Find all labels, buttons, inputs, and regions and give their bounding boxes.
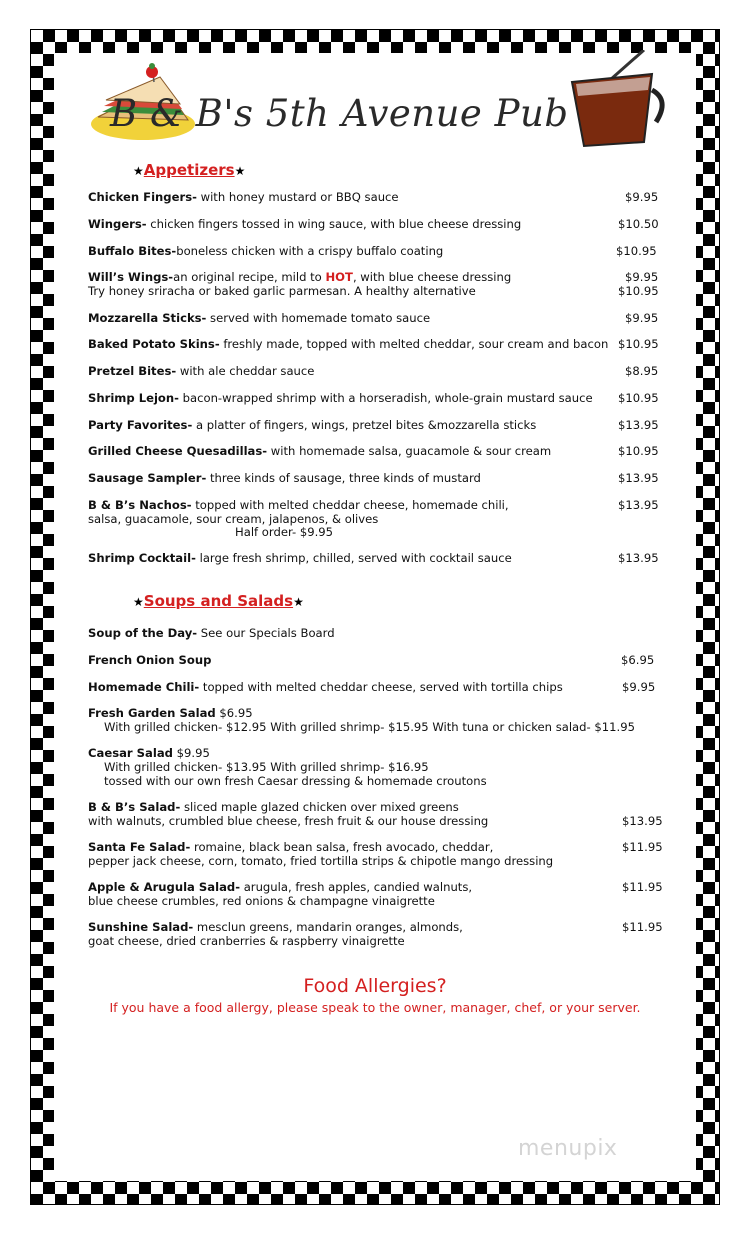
menu-item: Mozzarella Sticks- served with homemade tomato sauce [88, 311, 431, 325]
menu-item-line: Try honey sriracha or baked garlic parmesan. A healthy alternative [88, 284, 476, 298]
item-price: $13.95 [618, 498, 659, 512]
soups-salads-heading: ★Soups and Salads★ [133, 592, 304, 610]
item-price: $13.95 [622, 814, 663, 828]
menu-item: Shrimp Lejon- bacon-wrapped shrimp with a horseradish, whole-grain mustard sauce [88, 391, 593, 405]
menu-item-line: blue cheese crumbles, red onions & champagne vinaigrette [88, 894, 435, 908]
menu-item-line: with walnuts, crumbled blue cheese, fresh fruit & our house dressing [88, 814, 489, 828]
menu-item-line: salsa, guacamole, sour cream, jalapenos, & olives [88, 512, 379, 526]
menu-item: Party Favorites- a platter of fingers, wings, pretzel bites &mozzarella sticks [88, 418, 537, 432]
menu-item: Sunshine Salad- mesclun greens, mandarin oranges, almonds, [88, 920, 463, 934]
star-icon: ★ [133, 595, 144, 609]
menu-item: Soup of the Day- See our Specials Board [88, 626, 335, 640]
item-price: $13.95 [618, 551, 659, 565]
menu-item-line: Half order- $9.95 [235, 525, 334, 539]
item-price: $11.95 [622, 880, 663, 894]
item-price: $6.95 [621, 653, 655, 667]
menu-item: Homemade Chili- topped with melted cheddar cheese, served with tortilla chips [88, 680, 563, 694]
menu-item-line: tossed with our own fresh Caesar dressing & homemade croutons [104, 774, 487, 788]
menu-item: Sausage Sampler- three kinds of sausage, three kinds of mustard [88, 471, 481, 485]
menu-item-line: With grilled chicken- $13.95 With grilled shrimp- $16.95 [104, 760, 429, 774]
menu-item: Buffalo Bites-boneless chicken with a crispy buffalo coating [88, 244, 444, 258]
item-price: $9.95 [625, 190, 659, 204]
menu-item: Baked Potato Skins- freshly made, topped with melted cheddar, sour cream and bacon [88, 337, 609, 351]
menu-item: Fresh Garden Salad $6.95 [88, 706, 253, 720]
item-price: $9.95 [625, 270, 659, 284]
item-price: $10.95 [618, 284, 659, 298]
menu-item: Santa Fe Salad- romaine, black bean salsa, fresh avocado, cheddar, [88, 840, 494, 854]
star-icon: ★ [293, 595, 304, 609]
menu-item: Will’s Wings-an original recipe, mild to HOT, with blue cheese dressing [88, 270, 512, 284]
item-price: $8.95 [625, 364, 659, 378]
item-price: $10.95 [616, 244, 657, 258]
menu-item: Apple & Arugula Salad- arugula, fresh apples, candied walnuts, [88, 880, 473, 894]
item-price: $9.95 [622, 680, 656, 694]
restaurant-title: B & B's 5th Avenue Pub [110, 92, 569, 135]
item-price: $9.95 [625, 311, 659, 325]
star-icon: ★ [234, 164, 246, 178]
menu-item: Chicken Fingers- with honey mustard or BBQ sauce [88, 190, 399, 204]
menu-item: B & B’s Nachos- topped with melted cheddar cheese, homemade chili, [88, 498, 509, 512]
menu-item: French Onion Soup [88, 653, 212, 667]
item-price: $10.50 [618, 217, 659, 231]
item-price: $13.95 [618, 418, 659, 432]
menu-item-line: goat cheese, dried cranberries & raspberry vinaigrette [88, 934, 405, 948]
item-price: $11.95 [622, 920, 663, 934]
item-price: $10.95 [618, 337, 659, 351]
allergy-notice: If you have a food allergy, please speak to the owner, manager, chef, or your server. [109, 1000, 641, 1015]
allergy-heading: Food Allergies? [303, 975, 447, 997]
item-price: $10.95 [618, 444, 659, 458]
star-icon: ★ [133, 164, 144, 178]
menu-item: B & B’s Salad- sliced maple glazed chicken over mixed greens [88, 800, 459, 814]
menu-item: Shrimp Cocktail- large fresh shrimp, chilled, served with cocktail sauce [88, 551, 512, 565]
menu-item: Pretzel Bites- with ale cheddar sauce [88, 364, 315, 378]
item-price: $11.95 [622, 840, 663, 854]
menu-item-line: pepper jack cheese, corn, tomato, fried tortilla strips & chipotle mango dressing [88, 854, 554, 868]
watermark-logo: menupix [518, 1136, 618, 1161]
appetizers-heading: ★Appetizers★ [133, 161, 246, 179]
item-price: $13.95 [618, 471, 659, 485]
item-price: $10.95 [618, 391, 659, 405]
menu-item-line: With grilled chicken- $12.95 With grilled shrimp- $15.95 With tuna or chicken salad- $11.95 [104, 720, 635, 734]
menu-item: Wingers- chicken fingers tossed in wing sauce, with blue cheese dressing [88, 217, 522, 231]
menu-item: Grilled Cheese Quesadillas- with homemade salsa, guacamole & sour cream [88, 444, 552, 458]
menu-item: Caesar Salad $9.95 [88, 746, 210, 760]
